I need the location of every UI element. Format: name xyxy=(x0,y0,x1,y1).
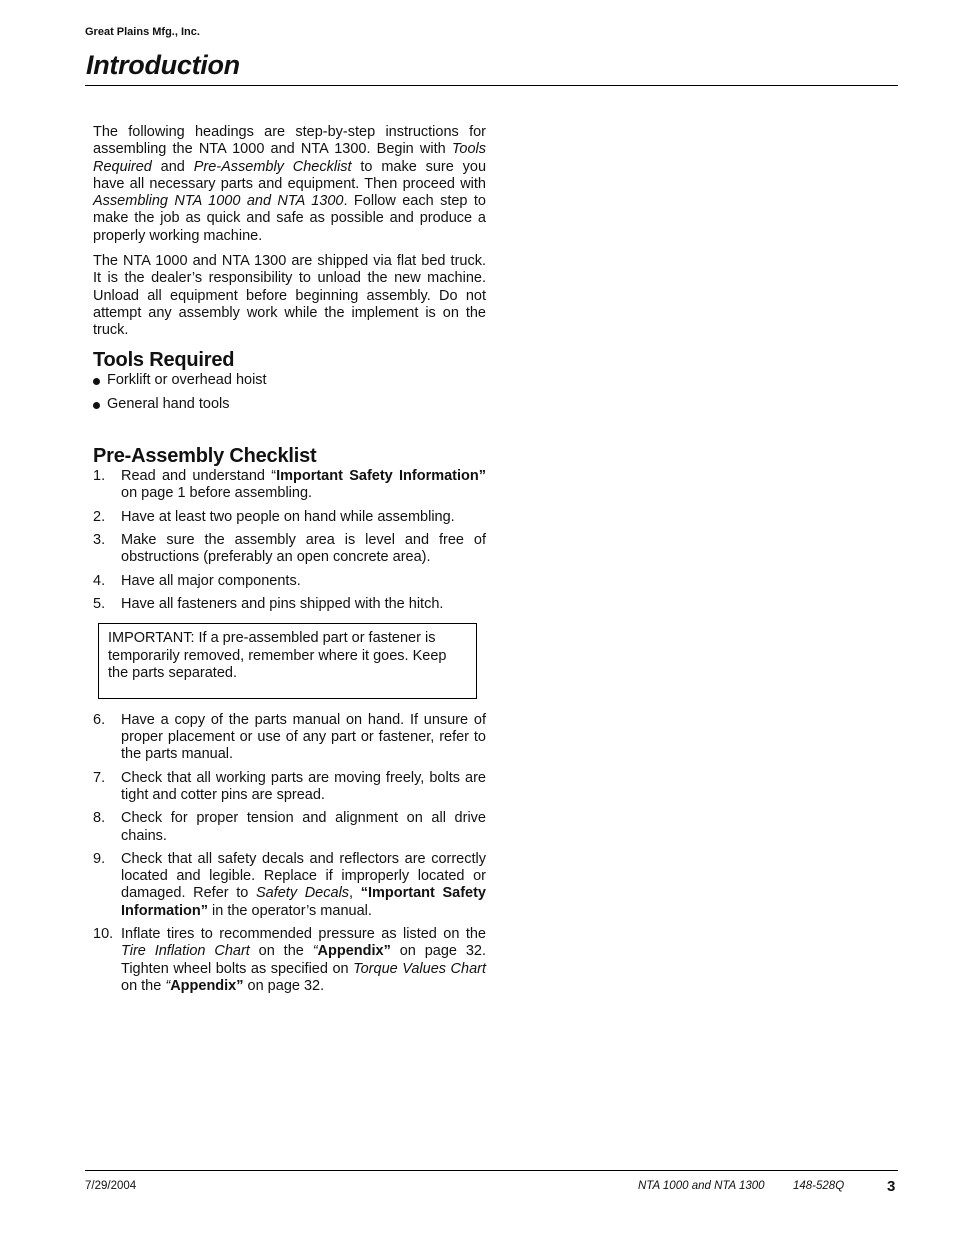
step-number: 9. xyxy=(93,850,106,867)
intro-paragraph-2: The NTA 1000 and NTA 1300 are shipped via flat bed truck. It is the dealer’s responsibility to unload the new machine. Unload all equipment before beginning assembly. Do not attempt any assembly work while the implement is on the truck. xyxy=(93,253,486,339)
step-text: Check that all working parts are moving freely, bolts are tight and cotter pins are spread. xyxy=(121,769,486,803)
step-text: Make sure the assembly area is level and free of obstructions (preferably an open concrete area). xyxy=(121,532,486,566)
step-number: 7. xyxy=(93,769,106,786)
checklist-step xyxy=(93,509,486,526)
quote-mark: “ xyxy=(165,977,171,994)
intro-text: and xyxy=(151,158,194,175)
bullet-icon xyxy=(93,402,100,409)
header-rule xyxy=(85,85,898,86)
step-text: on page 32. Tighten wheel bolts as specified on xyxy=(121,943,486,977)
ref-appendix: Appendix” xyxy=(170,977,244,994)
page-title: Introduction xyxy=(86,50,240,80)
step-number: 8. xyxy=(93,810,106,827)
step-text: in the operator’s manual. xyxy=(208,902,372,919)
step-number: 3. xyxy=(93,532,106,549)
step-text: Have all major components. xyxy=(121,572,301,589)
footer-date: 7/29/2004 xyxy=(85,1180,137,1192)
list-item-text: Forklift or overhead hoist xyxy=(107,371,267,388)
step-text: Have a copy of the parts manual on hand. If unsure of proper placement or use of any part or fastener, refer to the parts manual. xyxy=(121,711,486,763)
intro-paragraph-1 xyxy=(93,124,486,245)
company-name: Great Plains Mfg., Inc. xyxy=(85,26,200,38)
bullet-icon xyxy=(93,378,100,385)
ref-torque-values-chart: Torque Values Chart xyxy=(353,960,486,977)
step-text: Check that all safety decals and reflectors are correctly located and legible. Replace if improperly located or damaged. Refer to xyxy=(121,850,486,902)
step-number: 2. xyxy=(93,508,106,525)
step-number: 6. xyxy=(93,711,106,728)
list-item xyxy=(93,372,486,389)
step-number: 4. xyxy=(93,572,106,589)
step-text: on the xyxy=(121,977,166,994)
step-number: 10. xyxy=(93,926,114,942)
checklist-heading: Pre-Assembly Checklist xyxy=(93,445,317,468)
checklist-step xyxy=(93,770,486,805)
step-text: , xyxy=(349,885,361,902)
important-notice-box: IMPORTANT: If a pre-assembled part or fastener is temporarily removed, remember where it goes. Keep the parts separated. xyxy=(98,623,477,699)
list-item xyxy=(93,396,486,413)
intro-text: . Follow each step to make the job as quick and safe as possible and produce a properly working machine. xyxy=(93,193,486,244)
ref-assembling: Assembling NTA 1000 and NTA 1300 xyxy=(93,193,344,210)
tools-heading: Tools Required xyxy=(93,348,235,371)
ref-tire-inflation-chart: Tire Inflation Chart xyxy=(121,943,250,960)
page-number: 3 xyxy=(887,1178,896,1195)
footer-product-name: NTA 1000 and NTA 1300 xyxy=(638,1180,765,1192)
list-item-text: General hand tools xyxy=(107,395,230,412)
intro-text: to make sure you have all necessary parts and equipment. Then proceed with xyxy=(93,158,487,192)
checklist-step xyxy=(93,532,486,567)
ref-safety-decals: Safety Decals xyxy=(255,885,350,902)
checklist-step xyxy=(93,468,486,503)
footer-rule xyxy=(85,1170,898,1171)
ref-appendix: Appendix” xyxy=(317,943,391,960)
main-column xyxy=(93,124,486,1001)
tools-list xyxy=(93,372,486,414)
checklist-step xyxy=(93,573,486,590)
step-text: Have at least two people on hand while assembling. xyxy=(121,508,455,525)
step-text: Read and understand “ xyxy=(121,468,277,485)
step-text: on the xyxy=(249,943,313,960)
step-text: on page 1 before assembling. xyxy=(121,485,313,502)
ref-safety-info: Important Safety Information” xyxy=(276,468,487,485)
checklist-step xyxy=(93,851,486,920)
checklist-step xyxy=(93,712,486,764)
step-text: Have all fasteners and pins shipped with the hitch. xyxy=(121,595,444,612)
ref-pre-assembly-checklist: Pre-Assembly Checklist xyxy=(193,158,352,175)
checklist-step xyxy=(93,596,486,613)
checklist-step xyxy=(93,810,486,845)
step-number: 1. xyxy=(93,468,106,485)
checklist-steps-1 xyxy=(93,468,486,613)
step-number: 5. xyxy=(93,595,106,612)
checklist-steps-2 xyxy=(93,712,486,995)
checklist-step xyxy=(93,926,486,995)
ref-safety-info: “Important Safety Information” xyxy=(121,885,486,919)
footer-part-number: 148-528Q xyxy=(793,1180,845,1192)
intro-text: The following headings are step-by-step instructions for assembling the NTA 1000 and NTA 1300. Begin with xyxy=(93,124,486,158)
step-text: on page 32. xyxy=(243,977,325,994)
ref-tools-required: Tools Required xyxy=(93,141,486,175)
quote-mark: “ xyxy=(312,943,318,960)
step-text: Inflate tires to recommended pressure as listed on the xyxy=(121,926,486,942)
step-text: Check for proper tension and alignment on all drive chains. xyxy=(121,810,486,844)
